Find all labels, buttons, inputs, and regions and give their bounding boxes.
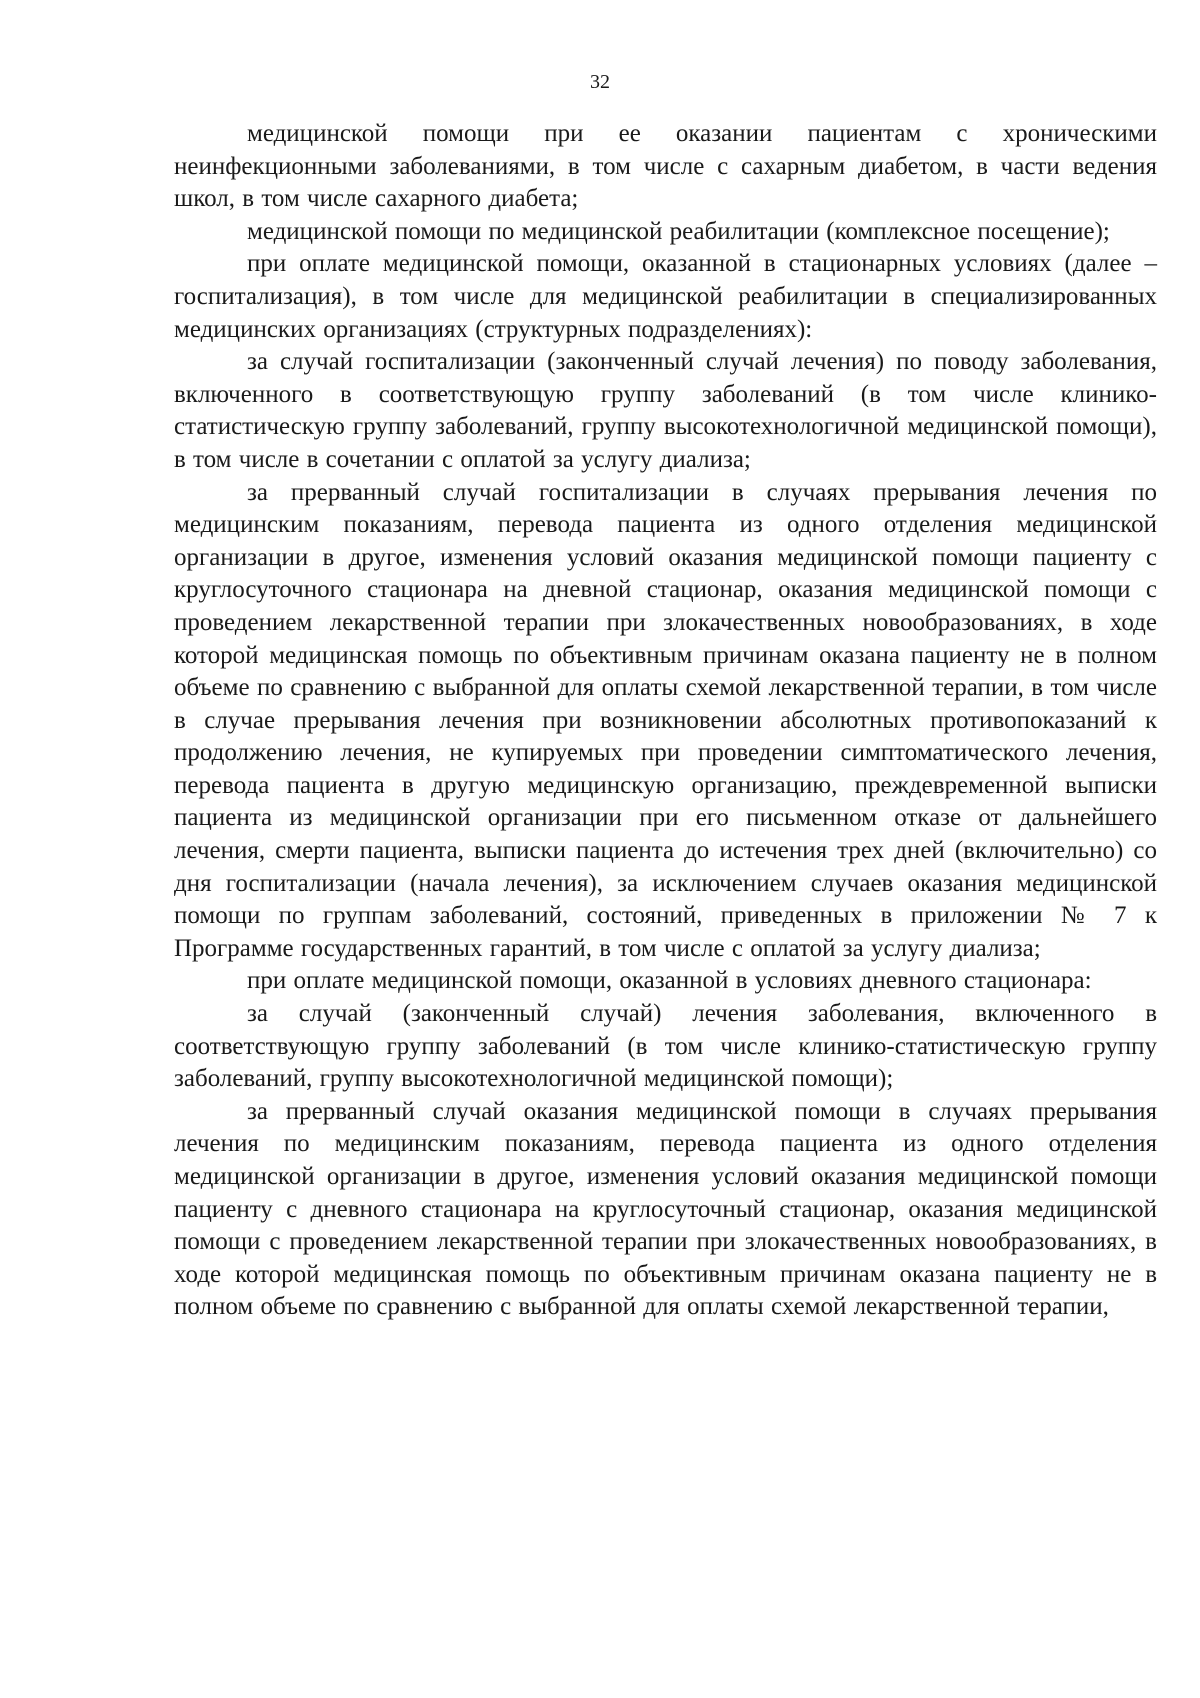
paragraph-2: медицинской помощи по медицинской реабилитации (комплексное посещение);	[247, 217, 1110, 245]
paragraph-1: медицинской помощи при ее оказании пациентам с хроническими неинфекционными заболеваниями, в том числе с сахарным диабетом, в части ведения школ, в том числе сахарного диабета;	[174, 120, 1157, 213]
paragraph-4: за случай госпитализации (законченный случай лечения) по поводу заболевания, включенного в соответствующую группу заболеваний (в том числе клинико-статистическую группу заболеваний, группу высокотехнологичной медицинской помощи), в том числе в сочетании с оплатой за услугу диализа;	[174, 348, 1157, 473]
paragraph-3: при оплате медицинской помощи, оказанной в стационарных условиях (далее – госпитализация), в том числе для медицинской реабилитации в специализированных медицинских организациях (структурных подразделениях):	[174, 250, 1157, 343]
paragraph-5: за прерванный случай госпитализации в случаях прерывания лечения по медицинским показаниям, перевода пациента из одного отделения медицинской организации в другое, изменения условий оказания медицинской помощи пациенту с круглосуточного стационара на дневной стационар, оказания медицинской помощи с проведением лекарственной терапии при злокачественных новообразованиях, в ходе которой медицинская помощь по объективным причинам оказана пациенту не в полном объеме по сравнению с выбранной для оплаты схемой лекарственной терапии, в том числе в случае прерывания лечения при возникновении абсолютных противопоказаний к продолжению лечения, не купируемых при проведении симптоматического лечения, перевода пациента в другую медицинскую организацию, преждевременной выписки пациента из медицинской организации при его письменном отказе от дальнейшего лечения, смерти пациента, выписки пациента до истечения трех дней (включительно) со дня госпитализации (начала лечения), за исключением случаев оказания медицинской помощи по группам заболеваний, состояний, приведенных в приложении № 7 к Программе государственных гарантий, в том числе с оплатой за услугу диализа;	[174, 478, 1157, 962]
paragraph-8: за прерванный случай оказания медицинской помощи в случаях прерывания лечения по медицинским показаниям, перевода пациента из одного отделения медицинской организации в другое, изменения условий оказания медицинской помощи пациенту с дневного стационара на круглосуточный стационар, оказания медицинской помощи с проведением лекарственной терапии при злокачественных новообразованиях, в ходе которой медицинская помощь по объективным причинам оказана пациенту не в полном объеме по сравнению с выбранной для оплаты схемой лекарственной терапии,	[174, 1097, 1157, 1321]
paragraph-6: при оплате медицинской помощи, оказанной в условиях дневного стационара:	[247, 967, 1092, 995]
document-body	[174, 118, 1157, 1324]
page-number: 32	[590, 71, 610, 93]
paragraph-7: за случай (законченный случай) лечения заболевания, включенного в соответствующую группу заболеваний (в том числе клинико-статистическую группу заболеваний, группу высокотехнологичной медицинской помощи);	[174, 1000, 1157, 1093]
